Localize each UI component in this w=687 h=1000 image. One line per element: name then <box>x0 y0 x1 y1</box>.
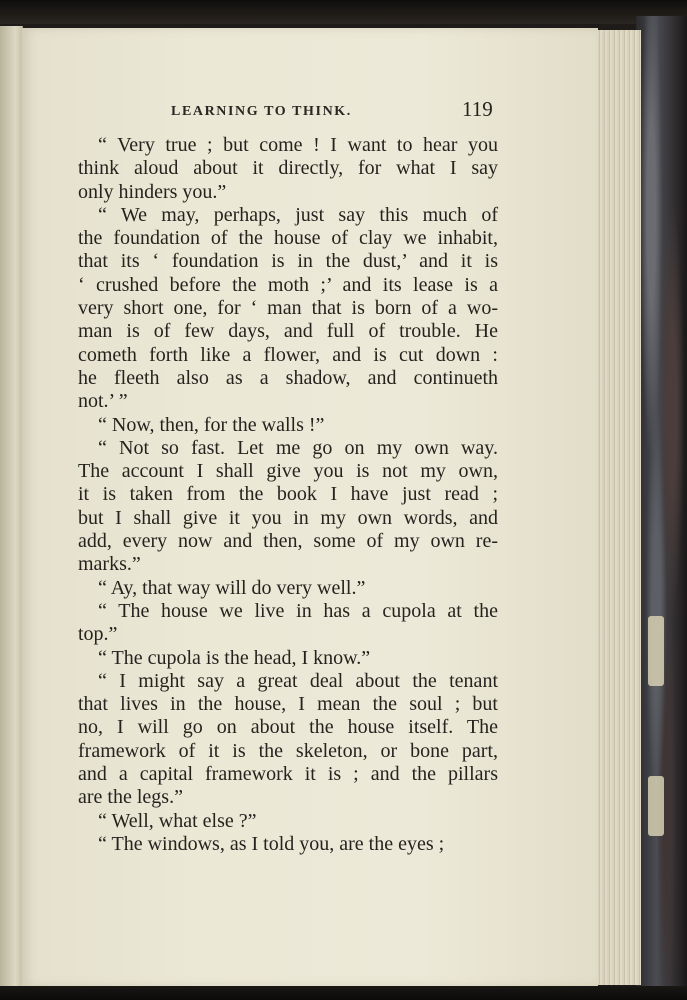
text-line: very short one, for ‘ man that is born of a wo- <box>78 297 498 320</box>
text-line: not.’ ” <box>78 390 128 413</box>
text-line: and a capital framework it is ; and the pillars <box>78 763 498 786</box>
page-stack-edges <box>596 30 641 985</box>
text-line: it is taken from the book I have just read ; <box>78 483 498 506</box>
text-line: The account I shall give you is not my own, <box>78 460 498 483</box>
text-line: “ The windows, as I told you, are the eyes ; <box>98 832 445 855</box>
text-line: marks.” <box>78 553 141 576</box>
text-line: “ Ay, that way will do very well.” <box>98 576 366 599</box>
text-line: but I shall give it you in my own words, and <box>78 506 498 529</box>
text-line: he fleeth also as a shadow, and continueth <box>78 366 498 389</box>
text-line: “ The house we live in has a cupola at the <box>98 599 498 622</box>
page-number: 119 <box>462 97 493 121</box>
text-line: only hinders you.” <box>78 180 227 203</box>
text-line: cometh forth like a flower, and is cut down : <box>78 343 498 366</box>
scan-bottom-edge <box>0 986 687 1000</box>
scan-top-edge <box>0 0 687 24</box>
text-line: “ I might say a great deal about the tenant <box>98 669 498 692</box>
text-line: no, I will go on about the house itself. The <box>78 716 498 739</box>
text-line: “ We may, perhaps, just say this much of <box>98 203 498 226</box>
text-line: think aloud about it directly, for what I say <box>78 157 498 180</box>
text-line: “ The cupola is the head, I know.” <box>98 646 371 669</box>
text-line: man is of few days, and full of trouble. He <box>78 320 498 343</box>
text-line: that its ‘ foundation is in the dust,’ and it is <box>78 250 498 273</box>
cover-wear-patch <box>648 616 664 686</box>
body-text <box>78 134 498 856</box>
text-line: “ Well, what else ?” <box>98 809 257 832</box>
text-line: “ Now, then, for the walls !” <box>98 413 325 436</box>
text-line: top.” <box>78 623 118 646</box>
text-line: the foundation of the house of clay we inhabit, <box>78 227 498 250</box>
marbled-cover <box>636 16 687 1000</box>
running-head: LEARNING TO THINK. <box>171 104 352 119</box>
text-line: add, every now and then, some of my own re- <box>78 530 498 553</box>
cover-wear-patch <box>648 776 664 836</box>
previous-page-edge <box>0 26 23 986</box>
text-line: “ Very true ; but come ! I want to hear you <box>98 134 498 156</box>
text-line: that lives in the house, I mean the soul ; but <box>78 693 498 716</box>
text-line: framework of it is the skeleton, or bone part, <box>78 739 498 762</box>
text-line: “ Not so fast. Let me go on my own way. <box>98 436 498 459</box>
text-line: are the legs.” <box>78 786 183 809</box>
text-line: ‘ crushed before the moth ;’ and its lease is a <box>78 273 498 296</box>
